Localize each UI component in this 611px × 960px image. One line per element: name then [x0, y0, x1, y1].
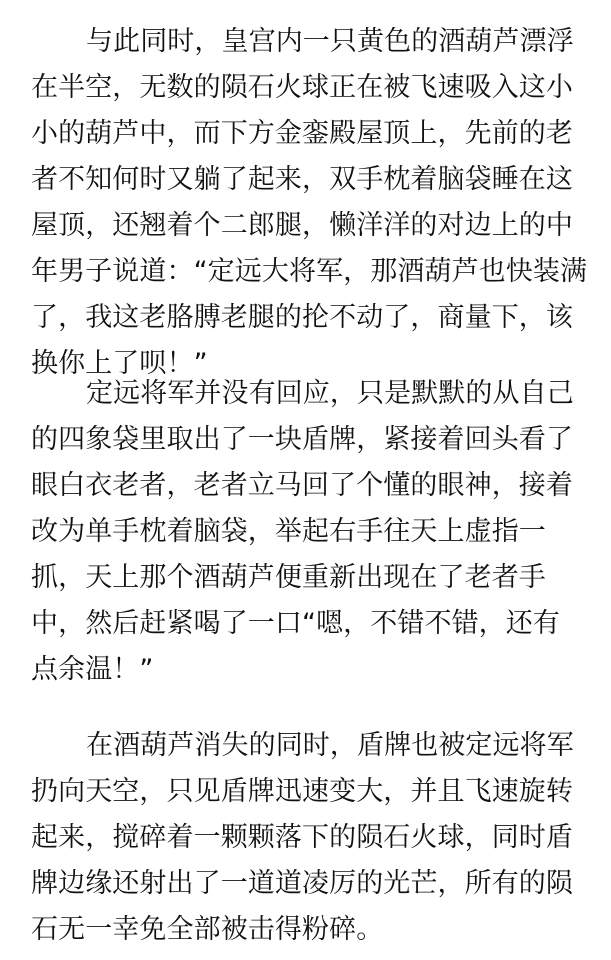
text-line: 改为单手枕着脑袋，举起右手往天上虚指一: [31, 516, 546, 547]
text-line: 抓，天上那个酒葫芦便重新出现在了老者手: [31, 562, 546, 593]
text-line: 眼白衣老者，老者立马回了个懂的眼神，接着: [31, 470, 573, 501]
text-line: 与此同时，皇宫内一只黄色的酒葫芦漂浮: [86, 26, 574, 57]
paragraph-2: [31, 371, 574, 693]
text-line: 在半空，无数的陨石火球正在被飞速吸入这小: [31, 72, 573, 103]
text-line: 了，我这老胳膊老腿的抡不动了，商量下，该: [31, 302, 573, 333]
text-line: 者不知何时又躺了起来，双手枕着脑袋睡在这: [31, 164, 573, 195]
text-line: 点余温！”: [31, 654, 154, 685]
text-line: 小的葫芦中，而下方金銮殿屋顶上，先前的老: [31, 118, 573, 149]
text-line: 定远将军并没有回应，只是默默的从自己: [86, 378, 574, 409]
text-line: 石无一幸免全部被击得粉碎。: [31, 914, 384, 945]
paragraph-3: [31, 723, 574, 953]
text-line: 牌边缘还射出了一道道凌厉的光芒，所有的陨: [31, 868, 573, 899]
text-line: 屋顶，还翘着个二郎腿，懒洋洋的对边上的中: [31, 210, 573, 241]
text-line: 中，然后赶紧喝了一口“嗯，不错不错，还有: [31, 608, 560, 639]
text-line: 起来，搅碎着一颗颗落下的陨石火球，同时盾: [31, 822, 573, 853]
paragraph-1: [31, 19, 587, 387]
text-line: 扔向天空，只见盾牌迅速变大，并且飞速旋转: [31, 776, 573, 807]
text-line: 年男子说道：“定远大将军，那酒葫芦也快装满: [31, 256, 588, 287]
text-line: 在酒葫芦消失的同时，盾牌也被定远将军: [86, 730, 574, 761]
text-line: 的四象袋里取出了一块盾牌，紧接着回头看了: [31, 424, 573, 455]
text-line: 换你上了呗！”: [31, 348, 208, 379]
